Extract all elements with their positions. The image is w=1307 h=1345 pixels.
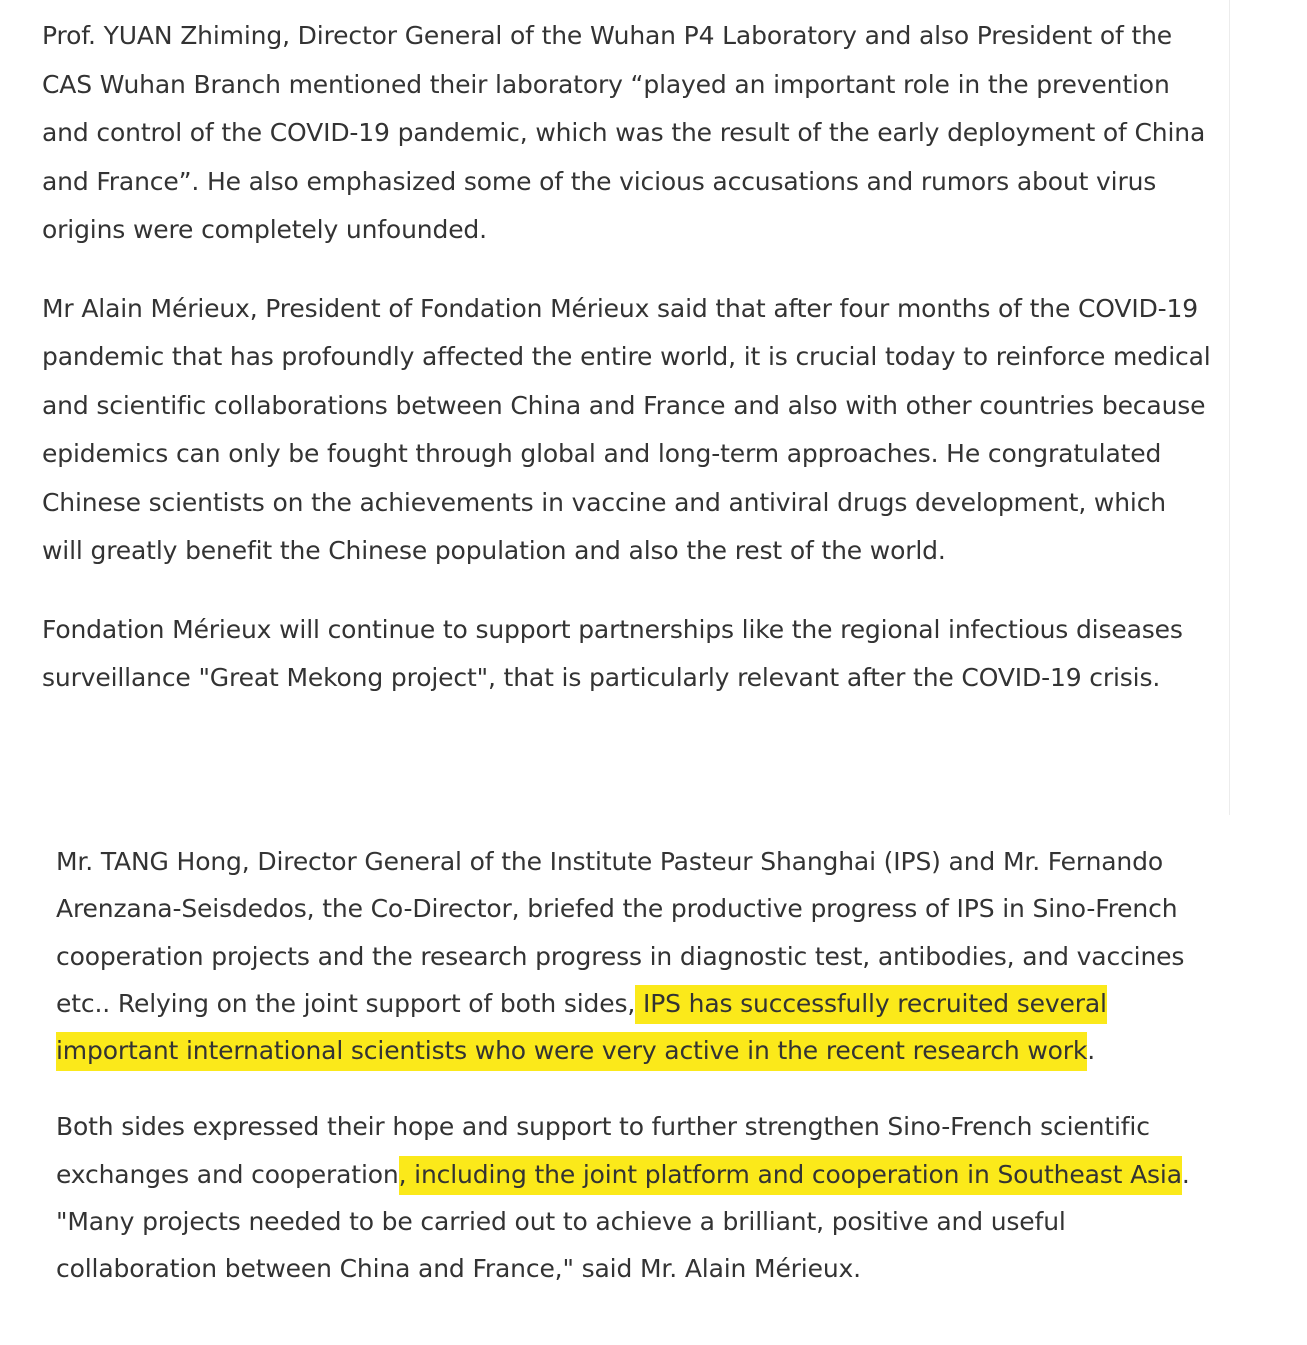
paragraph-text: . (1087, 1036, 1096, 1066)
paragraph-text: . "Many projects needed to be carried out to achieve a brilliant, positive and useful collaboration between China and France," said Mr. Alain Mérieux. (56, 1159, 1190, 1284)
paragraph-yuan-zhiming: Prof. YUAN Zhiming, Director General of the Wuhan P4 Laboratory and also President of the CAS Wuhan Branch mentioned their laboratory “played an important role in the prevention and control of the COVID-19 pandemic, which was the result of the early deployment of China and France”. He also emphasized some of the vicious accusations and rumors about virus origins were completely unfounded. (42, 21, 1206, 244)
highlighted-text: IPS has successfully recruited several important international scientists who were very active in the recent research work (56, 985, 1107, 1071)
highlighted-text: , including the joint platform and cooperation in Southeast Asia (399, 1156, 1182, 1195)
paragraph-fondation-merieux: Fondation Mérieux will continue to support partnerships like the regional infectious diseases surveillance "Great Mekong project", that is particularly relevant after the COVID-19 crisis. (42, 614, 1183, 692)
article-body-top (42, 12, 1212, 733)
paragraph-text: Both sides expressed their hope and support to further strengthen Sino-French scientific exchanges and cooperation (56, 1112, 1150, 1189)
article-body-bottom (56, 838, 1191, 1322)
column-divider (1229, 0, 1230, 815)
paragraph-both-sides (56, 1103, 1191, 1292)
paragraph-alain-merieux: Mr Alain Mérieux, President of Fondation Mérieux said that after four months of the COVID-19 pandemic that has profoundly affected the entire world, it is crucial today to reinforce medical and scientific collaborations between China and France and also with other countries because epidemics can only be fought through global and long-term approaches. He congratulated Chinese scientists on the achievements in vaccine and antiviral drugs development, which will greatly benefit the Chinese population and also the rest of the world. (42, 293, 1211, 565)
paragraph-tang-hong (56, 838, 1191, 1074)
paragraph-text: Mr. TANG Hong, Director General of the Institute Pasteur Shanghai (IPS) and Mr. Fernando Arenzana-Seisdedos, the Co-Director, briefed the productive progress of IPS in Sino-French cooperation projects and the research progress in diagnostic test, antibodies, and vaccines etc.. Relying on the joint support of both sides, (56, 847, 1185, 1018)
